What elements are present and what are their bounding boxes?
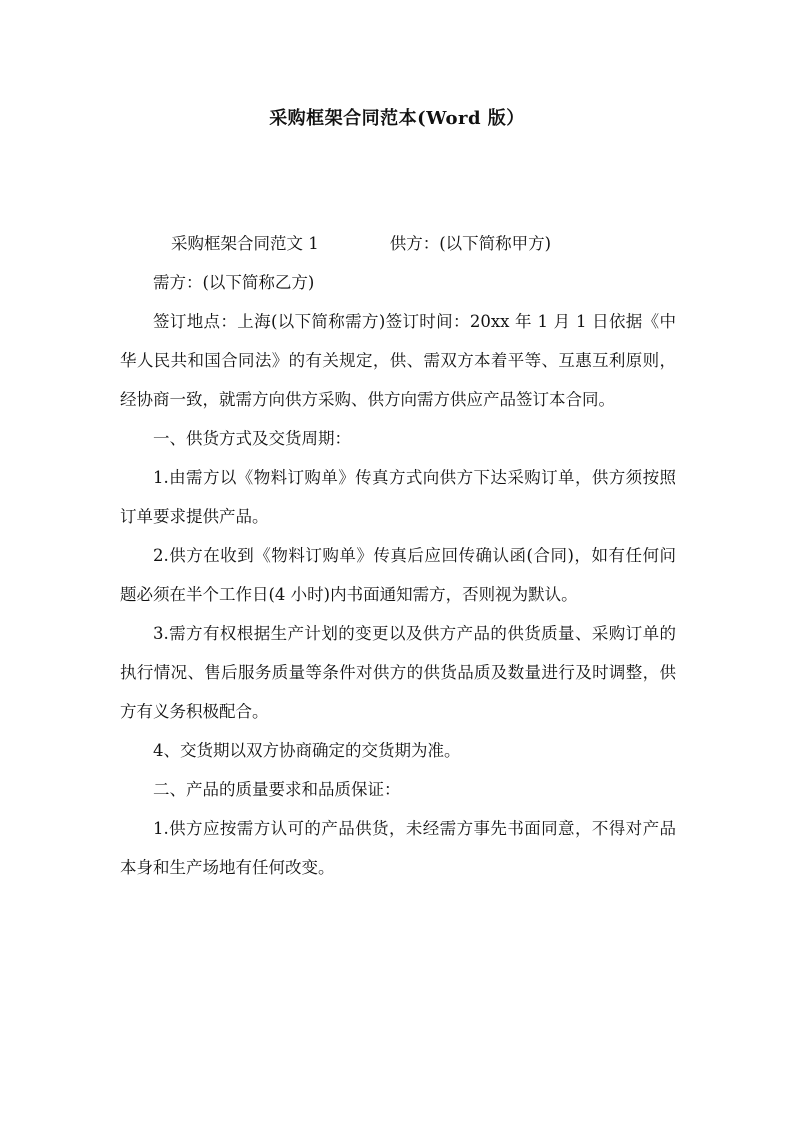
clause-1-2: 2.供方在收到《物料订购单》传真后应回传确认函(合同)，如有任何问题必须在半个工作日(4 小时)内书面通知需方，否则视为默认。 xyxy=(120,546,676,604)
clause-1-4: 4、交货期以双方协商确定的交货期为准。 xyxy=(153,741,461,760)
buyer-paragraph: 需方：(以下简称乙方) xyxy=(153,273,315,292)
clause-2-1: 1.供方应按需方认可的产品供货，未经需方事先书面同意，不得对产品本身和生产场地有任何改变。 xyxy=(120,819,676,877)
first-line xyxy=(120,224,676,263)
clause-1-3: 3.需方有权根据生产计划的变更以及供方产品的供货质量、采购订单的执行情况、售后服务质量等条件对供方的供货品质及数量进行及时调整，供方有义务积极配合。 xyxy=(120,624,676,721)
section-heading-quality: 二、产品的质量要求和品质保证： xyxy=(153,780,401,799)
supplier-label: 供方：(以下简称甲方) xyxy=(389,234,552,253)
document-title: 采购框架合同范本(Word 版） xyxy=(269,108,525,129)
contract-heading: 采购框架合同范文 1 xyxy=(171,234,319,253)
clause-1-1: 1.由需方以《物料订购单》传真方式向供方下达采购订单，供方须按照订单要求提供产品。 xyxy=(120,468,676,526)
section-heading-supply: 一、供货方式及交货周期： xyxy=(153,429,351,448)
document-body xyxy=(120,224,676,887)
signing-paragraph: 签订地点：上海(以下简称需方)签订时间：20xx 年 1 月 1 日依据《中华人民共和国合同法》的有关规定，供、需双方本着平等、互惠互利原则，经协商一致，就需方向供方采购、供方向需方供应产品签订本合同。 xyxy=(120,312,676,409)
